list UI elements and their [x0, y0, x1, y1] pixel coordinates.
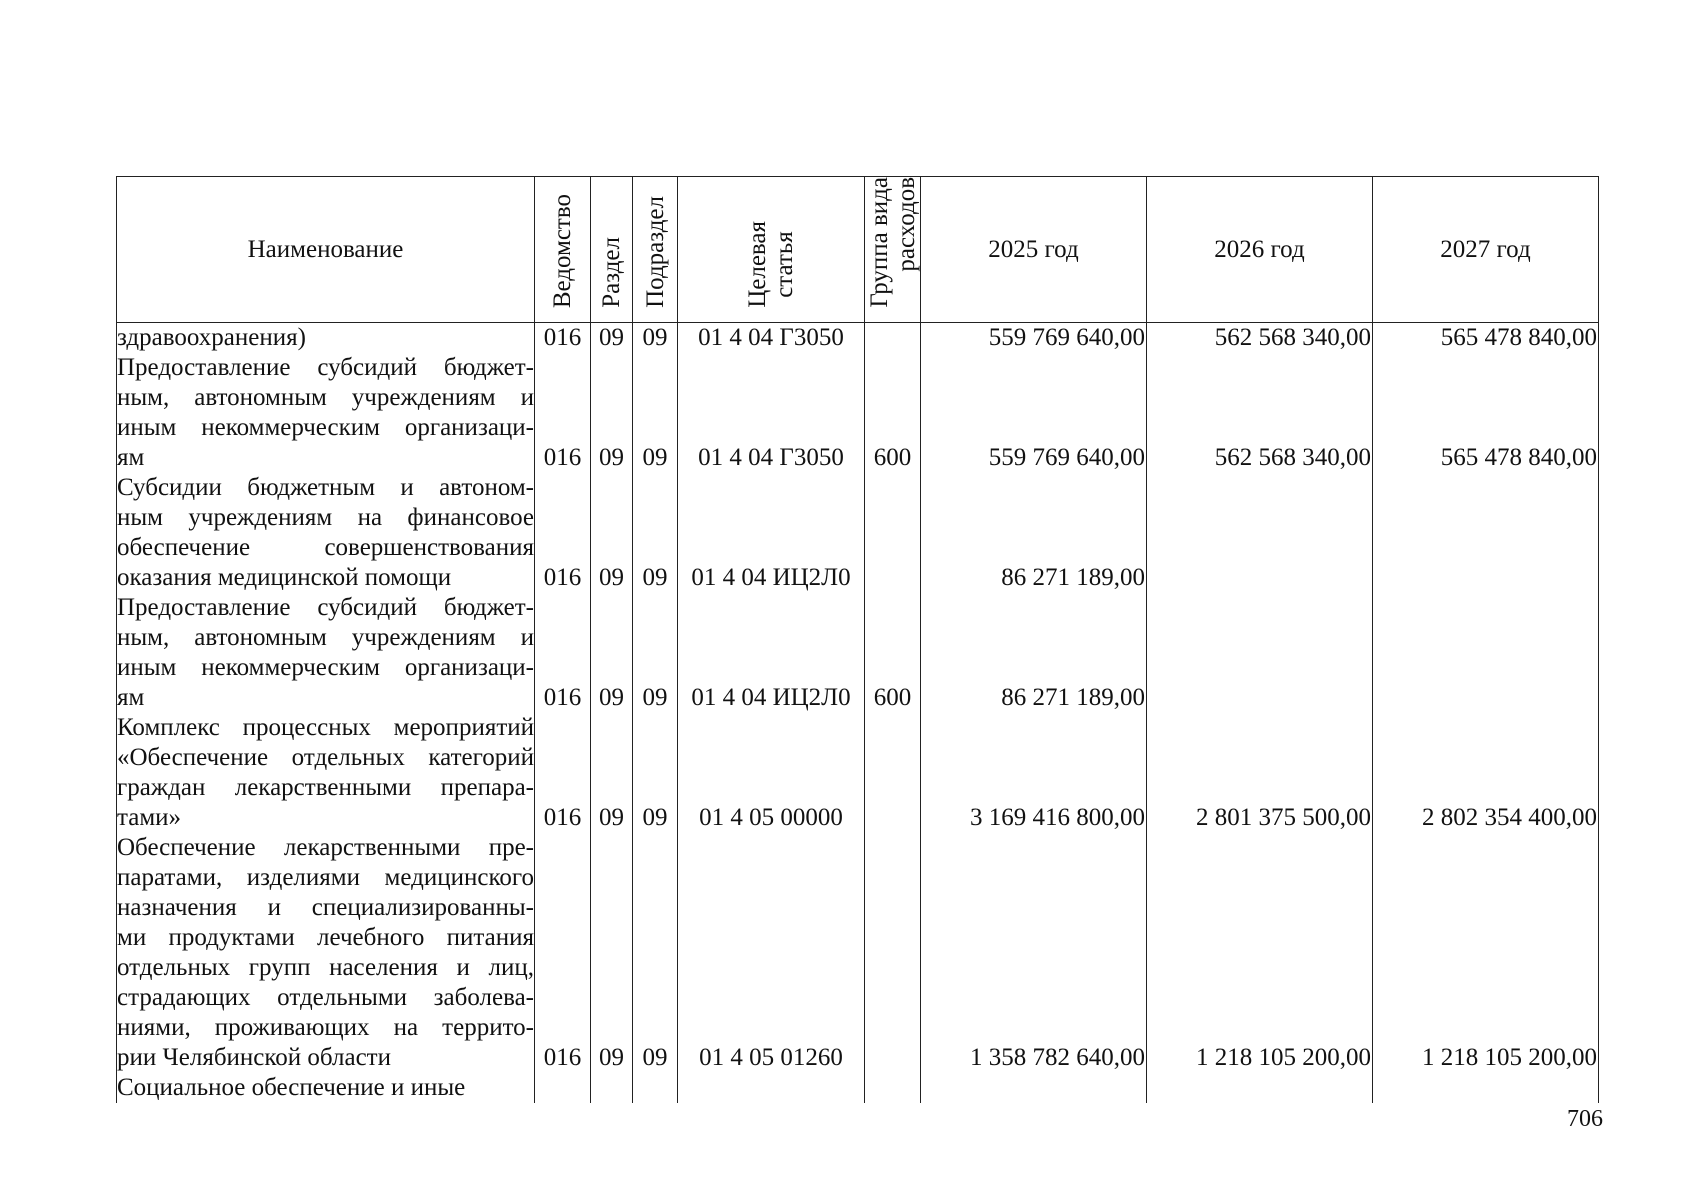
row-podrazdel: 09: [633, 323, 678, 354]
budget-table: [116, 176, 1599, 1103]
row-gruppa: [865, 323, 921, 354]
row-name-line: здравоохранения): [117, 324, 306, 351]
row-amount-2027: 565 478 840,00: [1373, 353, 1599, 473]
row-name: [117, 353, 535, 473]
row-name: [117, 713, 535, 833]
row-celevaya-statya: 01 4 05 00000: [678, 713, 865, 833]
row-name-line: страдающих отдельными заболева-: [117, 984, 534, 1011]
row-amount-2026: 1 218 105 200,00: [1147, 833, 1373, 1073]
header-row: [117, 177, 1599, 323]
header-podrazdel: Подраздел: [633, 177, 678, 323]
row-amount-2027: 565 478 840,00: [1373, 323, 1599, 354]
row-name-line: паратами, изделиями медицинского: [117, 864, 534, 891]
row-name-line: Предоставление субсидий бюджет-: [117, 354, 534, 381]
row-amount-2026: [1147, 1073, 1373, 1103]
row-name-line: ниями, проживающих на террито-: [117, 1014, 534, 1041]
row-razdel: 09: [591, 833, 633, 1073]
header-year-2026: 2026 год: [1147, 177, 1373, 323]
row-amount-2025: 3 169 416 800,00: [921, 713, 1147, 833]
header-year-2027: 2027 год: [1373, 177, 1599, 323]
row-amount-2027: [1373, 1073, 1599, 1103]
table-row: [117, 353, 1599, 473]
row-gruppa: [865, 473, 921, 593]
table-row: [117, 323, 1599, 354]
row-razdel: 09: [591, 593, 633, 713]
row-name-line: иным некоммерческим организаци-: [117, 414, 534, 441]
row-amount-2025: [921, 1073, 1147, 1103]
row-name: [117, 593, 535, 713]
row-gruppa: [865, 833, 921, 1073]
table-row: [117, 1073, 1599, 1103]
row-razdel: 09: [591, 473, 633, 593]
header-name: Наименование: [117, 177, 535, 323]
row-gruppa: 600: [865, 353, 921, 473]
page-number: 706: [1567, 1106, 1603, 1132]
row-vedomstvo: 016: [535, 713, 591, 833]
row-name-line: Обеспечение лекарственными пре-: [117, 834, 534, 861]
row-podrazdel: [633, 1073, 678, 1103]
row-vedomstvo: 016: [535, 323, 591, 354]
row-amount-2027: [1373, 593, 1599, 713]
row-celevaya-statya: 01 4 04 Г3050: [678, 353, 865, 473]
table-row: [117, 713, 1599, 833]
row-name-line: отдельных групп населения и лиц,: [117, 954, 534, 981]
row-amount-2027: 2 802 354 400,00: [1373, 713, 1599, 833]
row-name-line: «Обеспечение отдельных категорий: [117, 744, 534, 771]
row-name-line: Предоставление субсидий бюджет-: [117, 594, 534, 621]
row-amount-2026: 562 568 340,00: [1147, 353, 1373, 473]
row-celevaya-statya: 01 4 04 ИЦ2Л0: [678, 593, 865, 713]
row-razdel: [591, 1073, 633, 1103]
row-podrazdel: 09: [633, 593, 678, 713]
row-name: [117, 1073, 535, 1103]
row-gruppa: [865, 713, 921, 833]
row-amount-2027: [1373, 473, 1599, 593]
row-name: [117, 473, 535, 593]
row-vedomstvo: 016: [535, 593, 591, 713]
row-name-line: ми продуктами лечебного питания: [117, 924, 534, 951]
header-gruppa-vida-rashodov: Группа вида расходов: [865, 177, 921, 323]
row-amount-2025: 559 769 640,00: [921, 353, 1147, 473]
row-podrazdel: 09: [633, 353, 678, 473]
row-razdel: 09: [591, 713, 633, 833]
row-name-line: ным, автономным учреждениям и: [117, 624, 534, 651]
header-vedomstvo: Ведомство: [535, 177, 591, 323]
header-celevaya-statya: Целевая статья: [678, 177, 865, 323]
row-name-line: оказания медицинской помощи: [117, 564, 452, 591]
row-name: [117, 833, 535, 1073]
row-name-line: Комплекс процессных мероприятий: [117, 714, 534, 741]
row-name-line: Субсидии бюджетным и автоном-: [117, 474, 534, 501]
row-celevaya-statya: 01 4 04 Г3050: [678, 323, 865, 354]
row-amount-2025: 86 271 189,00: [921, 473, 1147, 593]
row-celevaya-statya: [678, 1073, 865, 1103]
row-celevaya-statya: 01 4 05 01260: [678, 833, 865, 1073]
row-podrazdel: 09: [633, 473, 678, 593]
row-celevaya-statya: 01 4 04 ИЦ2Л0: [678, 473, 865, 593]
row-vedomstvo: 016: [535, 353, 591, 473]
table-row: [117, 833, 1599, 1073]
row-gruppa: 600: [865, 593, 921, 713]
row-name-line: ным, автономным учреждениям и: [117, 384, 534, 411]
table-row: [117, 473, 1599, 593]
header-year-2025: 2025 год: [921, 177, 1147, 323]
row-name-line: Социальное обеспечение и иные: [117, 1074, 466, 1101]
row-name: [117, 323, 535, 354]
row-razdel: 09: [591, 353, 633, 473]
row-name-line: тами»: [117, 804, 182, 831]
row-amount-2025: 559 769 640,00: [921, 323, 1147, 354]
row-name-line: обеспечение совершенствования: [117, 534, 534, 561]
row-amount-2026: 562 568 340,00: [1147, 323, 1373, 354]
row-amount-2026: [1147, 473, 1373, 593]
row-vedomstvo: 016: [535, 833, 591, 1073]
row-podrazdel: 09: [633, 713, 678, 833]
row-amount-2027: 1 218 105 200,00: [1373, 833, 1599, 1073]
row-name-line: ным учреждениям на финансовое: [117, 504, 534, 531]
header-razdel: Раздел: [591, 177, 633, 323]
row-name-line: рии Челябинской области: [117, 1044, 391, 1071]
row-amount-2025: 1 358 782 640,00: [921, 833, 1147, 1073]
row-name-line: назначения и специализированны-: [117, 894, 534, 921]
row-vedomstvo: 016: [535, 473, 591, 593]
row-name-line: ям: [117, 444, 145, 471]
row-vedomstvo: [535, 1073, 591, 1103]
row-name-line: граждан лекарственными препара-: [117, 774, 534, 801]
row-amount-2026: [1147, 593, 1373, 713]
row-name-line: ям: [117, 684, 145, 711]
row-podrazdel: 09: [633, 833, 678, 1073]
row-amount-2026: 2 801 375 500,00: [1147, 713, 1373, 833]
table-row: [117, 593, 1599, 713]
row-gruppa: [865, 1073, 921, 1103]
row-name-line: иным некоммерческим организаци-: [117, 654, 534, 681]
row-amount-2025: 86 271 189,00: [921, 593, 1147, 713]
row-razdel: 09: [591, 323, 633, 354]
